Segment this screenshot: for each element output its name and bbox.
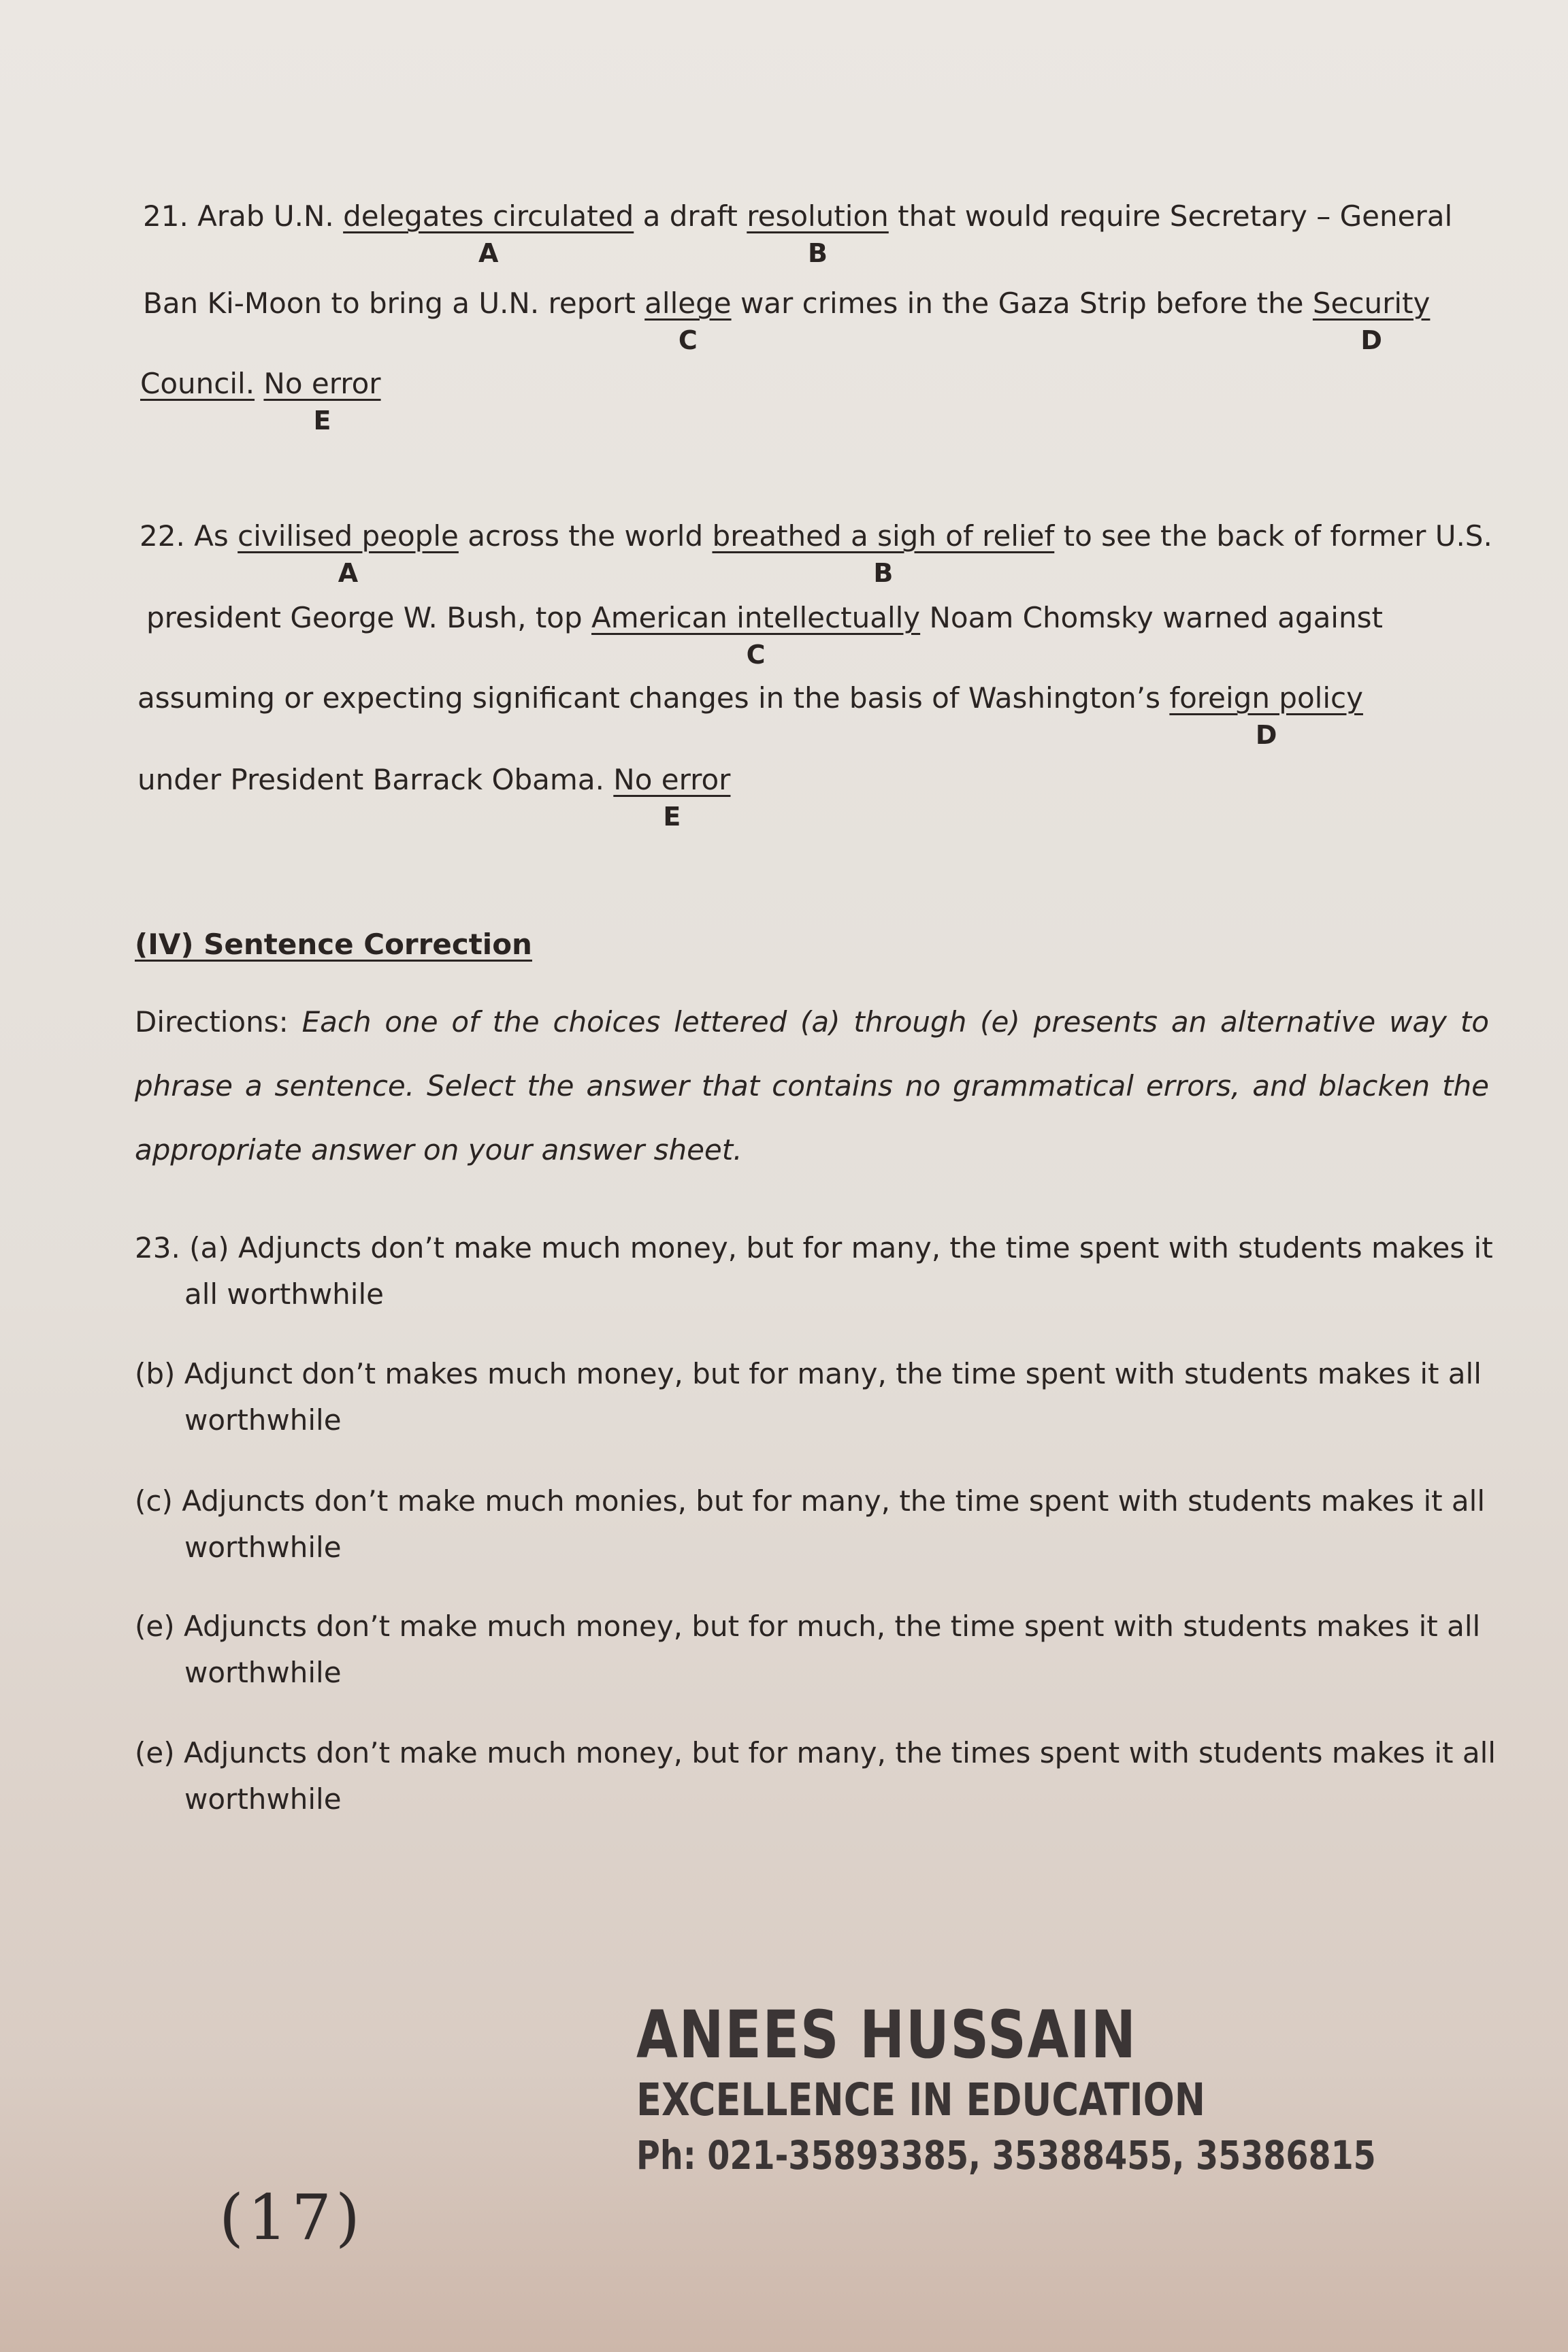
question-22-line-1: 22. As civilised people A across the world breathed a sigh of relief B to see the back of former U.S.: [140, 517, 1492, 555]
q23-option-c: (c) Adjuncts don’t make much monies, but for many, the time spent with students makes it all worthwhile: [135, 1484, 1486, 1564]
q23-option-a: 23. (a) Adjuncts don’t make much money, but for many, the time spent with students makes it all worthwhile: [135, 1231, 1493, 1311]
q22-option-b-segment: breathed a sigh of relief B: [712, 519, 1055, 588]
option-letter: E: [313, 406, 331, 436]
q22-option-c-segment: American intellectually C: [591, 601, 921, 670]
q22-option-e-segment: No error E: [613, 763, 731, 832]
q23-option-e: (e) Adjuncts don’t make much money, but for many, the times spent with students makes it all worthwhile: [135, 1736, 1496, 1816]
option-letter: D: [1360, 325, 1382, 355]
option-letter: A: [478, 238, 499, 268]
q21-option-a-segment: delegates circulated A: [343, 199, 634, 268]
option-letter: E: [663, 802, 681, 832]
question-21-line-1: 21. Arab U.N. delegates circulated A a draft resolution B that would require Secretary – General: [143, 197, 1452, 235]
q21-option-b-segment: resolution B: [747, 199, 889, 268]
question-21-line-3: Council. No error E: [140, 365, 381, 403]
publisher-stamp: ANEES HUSSAIN EXCELLENCE IN EDUCATION Ph: 021-35893385, 35388455, 35386815: [636, 1997, 1376, 2178]
q22-option-a-segment: civilised people A: [238, 519, 459, 588]
option-letter: B: [808, 238, 828, 268]
q23-option-b: (b) Adjunct don’t makes much money, but for many, the time spent with students makes it all worthwhile: [135, 1357, 1482, 1437]
option-letter: C: [678, 325, 698, 355]
page-number: (17): [219, 2181, 364, 2254]
q21-option-e-segment: No error E: [263, 367, 381, 436]
option-letter: D: [1255, 720, 1277, 750]
question-22-line-3: assuming or expecting significant changes in the basis of Washington’s foreign policy D: [137, 679, 1363, 717]
q21-option-d-segment: Security D: [1312, 287, 1431, 355]
question-22-line-4: under President Barrack Obama. No error E: [137, 761, 730, 799]
section-heading: (IV) Sentence Correction: [135, 928, 532, 961]
option-letter: C: [746, 640, 766, 670]
directions-paragraph: Directions: Each one of the choices lettered (a) through (e) presents an alternative way to phrase a sentence. Select the answer that contains no grammatical errors, and blacken the appropriate answer on your answer sheet.: [135, 1005, 1489, 1166]
option-letter: B: [873, 558, 894, 588]
q23-option-d: (e) Adjuncts don’t make much money, but for much, the time spent with students makes it all worthwhile: [135, 1610, 1481, 1689]
option-letter: A: [338, 558, 359, 588]
question-21-line-2: Ban Ki-Moon to bring a U.N. report allege C war crimes in the Gaza Strip before the Security D: [143, 284, 1430, 323]
q22-option-d-segment: foreign policy D: [1169, 681, 1363, 750]
q21-option-c-segment: allege C: [644, 287, 732, 355]
question-22-line-2: president George W. Bush, top American intellectually C Noam Chomsky warned against: [146, 599, 1383, 637]
